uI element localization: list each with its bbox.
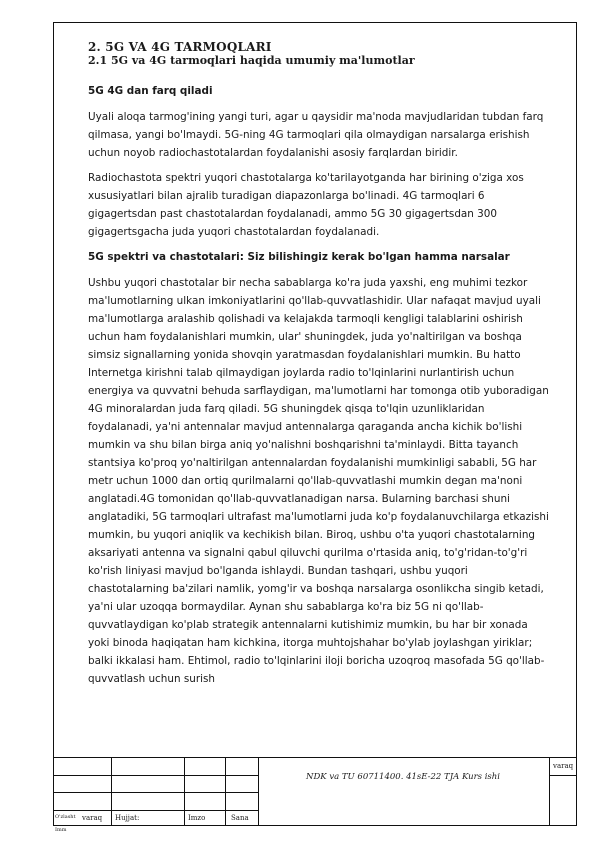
stamp-row-label: Imm [55, 827, 67, 833]
stamp-divider [258, 758, 259, 826]
document-body [88, 40, 550, 695]
section-title: 2.1 5G va 4G tarmoqlari haqida umumiy ma'lumotlar [88, 54, 415, 67]
subsection-title: 5G spektri va chastotalari: Siz bilishingiz kerak bo'lgan hamma narsalar [88, 251, 510, 263]
stamp-col-ozgarish: O'zlasht [55, 814, 76, 820]
stamp-row-line [53, 792, 258, 793]
chapter-title: 2. 5G VA 4G TARMOQLARI [88, 40, 272, 54]
stamp-row-line [53, 810, 258, 811]
sheet-label: varaq [553, 762, 574, 770]
stamp-row-line [53, 775, 258, 776]
stamp-divider [549, 758, 550, 826]
stamp-col-varaq: varaq [82, 814, 103, 822]
document-code: NDK va TU 60711400. 41sE-22 TJA Kurs ishi [306, 772, 500, 782]
paragraph: Ushbu yuqori chastotalar bir necha sabablarga ko'ra juda yaxshi, eng muhimi tezkor ma'lumotlarning ulkan imkoniyatlarini qo'llab-quvvatlashidir. Ular nafaqat mavjud uyali ma'lumotlarga aralashib qolishadi va kelajakda tarmoqli kengligi talablarini oshirish uchun ham foydalanishlari mumkin, ular' shuningdek, juda yo'naltirilgan va boshqa simsiz signallarning yonida shovqin yaratmasdan foydalanishlari mumkin. Bu hatto Internetga kirishni talab qilmaydigan joylarda radio to'lqinlarini nurlantirish uchun energiya va quvvatni behuda sarflaydigan, ma'lumotlarni har tomonga otib yuboradigan 4G minoralardan juda farq qiladi. 5G shuningdek qisqa to'lqin uzunliklaridan foydalanadi, ya'ni antennalar mavjud antennalarga qaraganda ancha kichik bo'lishi mumkin va shu bilan birga aniq yo'nalishni boshqarishni ta'minlaydi. Bitta tayanch stantsiya ko'proq yo'naltirilgan antennalardan foydalanishi mumkinligi sababli, 5G har metr uchun 1000 dan ortiq qurilmalarni qo'llab-quvvatlashi mumkin degan ma'noni anglatadi.4G tomonidan qo'llab-quvvatlanadigan narsa. Bularning barchasi shuni anglatadiki, 5G tarmoqlari ultrafast ma'lumotlarni juda ko'p foydalanuvchilarga etkazishi mumkin, bu yuqori aniqlik va kechikish bilan. Biroq, ushbu o'ta yuqori chastotalarning aksariyati antenna va signalni qabul qiluvchi qurilma o'rtasida aniq, to'g'ridan-to'g'ri ko'rish liniyasi mavjud bo'lganda ishlaydi. Bundan tashqari, ushbu yuqori chastotalarning ba'zilari namlik, yomg'ir va boshqa narsalarga osonlikcha singib ketadi, ya'ni ular uzoqqa bormaydilar. Aynan shu sabablarga ko'ra biz 5G ni qo'llab-quvvatlaydigan ko'plab strategik antennalarni kutishimiz mumkin, bu har bir xonada yoki binoda haqiqatan ham kichkina, itorga muhtojshahar bo'ylab joylashgan yiriklar; balki ikkalasi ham. Ehtimol, radio to'lqinlarini iloji boricha uzoqroq masofada 5G qo'llab-quvvatlash uchun surish [88, 277, 549, 685]
stamp-col-hujjat: Hujjat: [115, 814, 140, 822]
stamp-row-line [549, 775, 577, 776]
stamp-col-sana: Sana [231, 814, 249, 822]
title-block [53, 757, 577, 833]
paragraph: Radiochastota spektri yuqori chastotalarga ko'tarilayotganda har birining o'ziga xos xususiyatlari bilan ajralib turadigan diapazonlarga bo'linadi. 4G tarmoqlari 6 gigagertsdan past chastotalardan foydalanadi, ammo 5G 30 gigagertsdan 300 gigagertsgacha juda yuqori chastotalardan foydalanadi. [88, 172, 524, 238]
stamp-col-imzo: Imzo [188, 814, 206, 822]
paragraph: Uyali aloqa tarmog'ining yangi turi, agar u qaysidir ma'noda mavjudlaridan tubdan farq qilmasa, yangi bo'lmaydi. 5G-ning 4G tarmoqlari qila olmaydigan narsalarga erishish uchun noyob radiochastotalardan foydalanishi asosiy farqlardan biridir. [88, 111, 544, 159]
subsection-title: 5G 4G dan farq qiladi [88, 85, 213, 97]
